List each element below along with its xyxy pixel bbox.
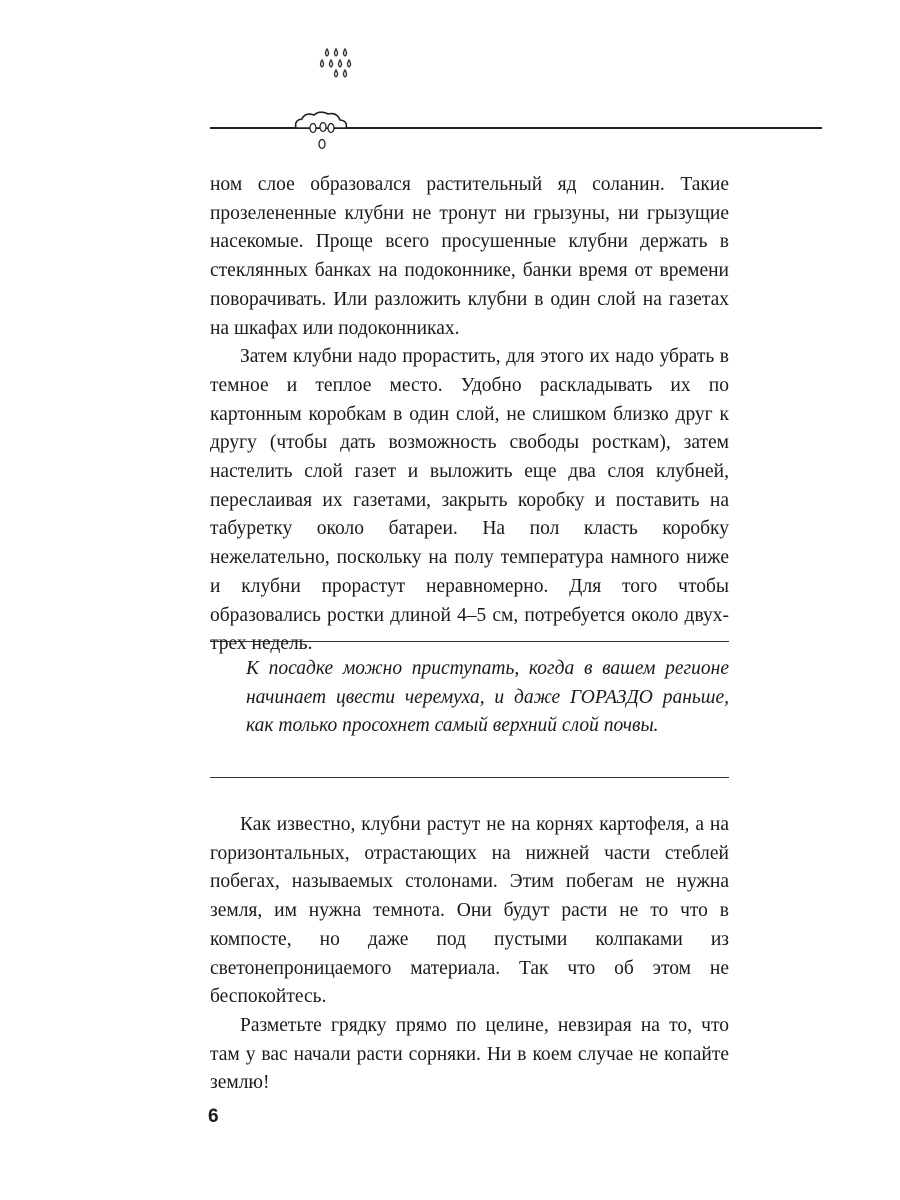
callout-text: К посадке можно приступать, когда в вашем регионе начинает цвести черемуха, и даже ГОРАЗДО раньше, как только просохнет самый верхний слой почвы. [246,658,729,737]
header-divider [210,110,822,154]
paragraph: Разметьте грядку прямо по целине, невзирая на то, что там у вас начали расти сорняки. Ни в коем случае не копайте землю! [210,1014,729,1094]
paragraph: Как известно, клубни растут не на корнях картофеля, а на горизонтальных, отрастающих на нижней части стеблей побегах, называемых столонами. Этим побегам не нужна земля, им нужна темнота. Они будут расти не то что в компосте, но даже под пустыми колпаками из светонепроницаемого материала. Так что об этом не беспокойтесь. [210,814,729,1008]
body-text-top [210,171,729,659]
page-number: 6 [208,1106,219,1127]
paragraph: ном слое образовался растительный яд соланин. Такие прозелененные клубни не тронут ни грызуны, ни грызущие насекомые. Проще всего просушенные клубни держать в стеклянных банках на подоконнике, банки время от времени поворачивать. Или разложить клубни в один слой на газетах на шкафах или подоконниках. [210,174,729,339]
paragraph: Затем клубни надо прорастить, для этого их надо убрать в темное и теплое место. Удобно раскладывать их по картонным коробкам в один слой, не слишком близко друг к другу (чтобы дать возможность свободы росткам), затем настелить слой газет и выложить еще два слоя клубней, переслаивая их газетами, закрыть коробку и поставить на табуретку около батареи. На пол класть коробку нежелательно, поскольку на полу температура намного ниже и клубни прорастут неравномерно. Для того чтобы образовались ростки длиной 4–5 см, потребуется около двух-трех недель. [210,346,729,655]
callout-box [246,655,729,741]
cloud-seeds-icon [296,112,347,148]
body-text-bottom [210,811,729,1098]
callout-bottom-rule [210,777,729,778]
callout-top-rule [210,641,729,642]
rain-drops-icon [314,46,358,82]
